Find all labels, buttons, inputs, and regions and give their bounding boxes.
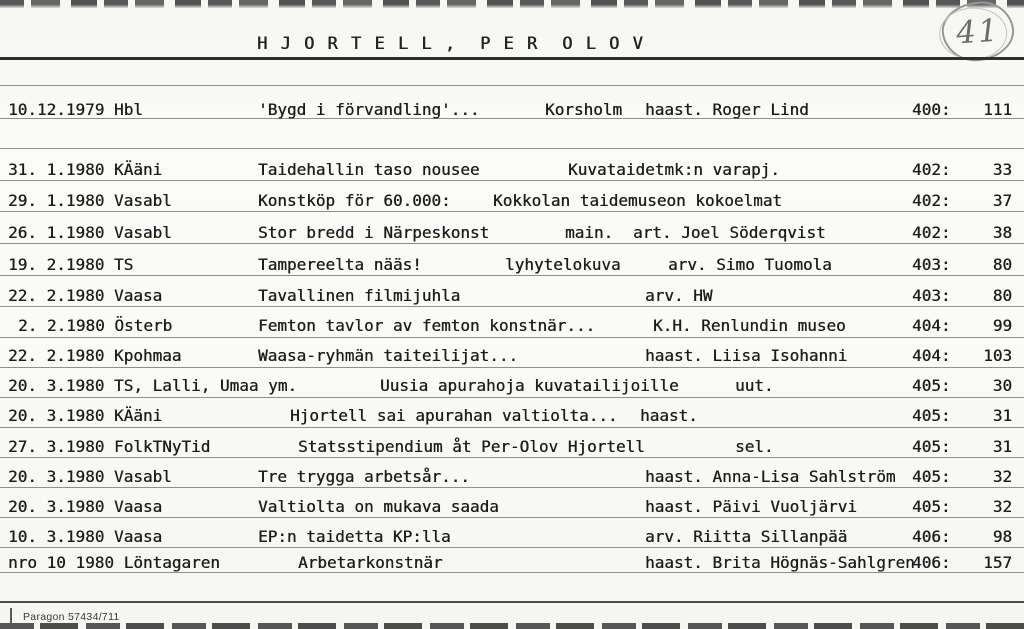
- entry-ref-volume: 402:: [912, 160, 951, 179]
- entry-ref-volume: 404:: [912, 316, 951, 335]
- entry-ref-page: 37: [992, 191, 1012, 210]
- entry-text: haast. Liisa Isohanni: [645, 346, 848, 365]
- ruled-line: [0, 337, 1024, 338]
- index-entry-row: [0, 467, 1024, 486]
- ruled-line: [0, 397, 1024, 398]
- entry-text: Valtiolta on mukava saada: [258, 497, 499, 516]
- ruled-line: [0, 547, 1024, 548]
- entry-date-source: 20. 3.1980 TS, Lalli, Umaa ym.: [8, 376, 297, 395]
- entry-text: haast. Brita Högnäs-Sahlgren: [645, 553, 915, 572]
- index-entry-row: [0, 406, 1024, 425]
- ruled-line: [0, 243, 1024, 244]
- entry-text: haast. Roger Lind: [645, 100, 809, 119]
- entry-date-source: 26. 1.1980 Vasabl: [8, 223, 172, 242]
- entry-text: Femton tavlor av femton konstnär...: [258, 316, 596, 335]
- entry-ref-page: 32: [992, 497, 1012, 516]
- entry-text: Stor bredd i Närpeskonst: [258, 223, 490, 242]
- index-entry-row: [0, 191, 1024, 210]
- entry-ref-page: 32: [992, 467, 1012, 486]
- entry-text: arv. Riitta Sillanpää: [645, 527, 848, 546]
- entry-text: Tavallinen filmijuhla: [258, 286, 461, 305]
- entry-text: Waasa-ryhmän taiteilijat...: [258, 346, 519, 365]
- entry-text: EP:n taidetta KP:lla: [258, 527, 451, 546]
- entry-ref-volume: 402:: [912, 191, 951, 210]
- entry-date-source: 29. 1.1980 Vasabl: [8, 191, 172, 210]
- entry-text: Statsstipendium åt Per-Olov Hjortell: [298, 437, 645, 456]
- ruled-line: [0, 306, 1024, 307]
- ruled-line: [0, 427, 1024, 428]
- ruled-line: [0, 572, 1024, 573]
- entry-text: haast.: [640, 406, 698, 425]
- entry-ref-volume: 404:: [912, 346, 951, 365]
- entry-text: Uusia apurahoja kuvatailijoille: [380, 376, 679, 395]
- page-number: 41: [955, 12, 1001, 51]
- entry-date-source: 10. 3.1980 Vaasa: [8, 527, 163, 546]
- entry-date-source: 27. 3.1980 FolkTNyTid: [8, 437, 211, 456]
- entry-text: Tre trygga arbetsår...: [258, 467, 470, 486]
- entry-ref-page: 157: [983, 553, 1012, 572]
- document-title: H J O R T E L L , P E R O L O V: [257, 34, 645, 54]
- entry-date-source: nro 10 1980 Löntagaren: [8, 553, 220, 572]
- entry-ref-volume: 405:: [912, 406, 951, 425]
- index-entry-row: [0, 223, 1024, 242]
- ruled-line: [0, 180, 1024, 181]
- entry-ref-volume: 400:: [912, 100, 951, 119]
- entry-date-source: 31. 1.1980 KÄäni: [8, 160, 163, 179]
- entry-ref-page: 38: [992, 223, 1012, 242]
- entry-text: Tampereelta nääs!: [258, 255, 422, 274]
- entry-date-source: 20. 3.1980 Vaasa: [8, 497, 163, 516]
- ruled-line: [0, 85, 1024, 86]
- index-entry-row: [0, 316, 1024, 335]
- entry-date-source: 10.12.1979 Hbl: [8, 100, 143, 119]
- entry-text: haast. Päivi Vuoljärvi: [645, 497, 857, 516]
- entry-text: uut.: [735, 376, 774, 395]
- entry-text: Kokkolan taidemuseon kokoelmat: [493, 191, 782, 210]
- entry-ref-page: 31: [992, 406, 1012, 425]
- entry-text: K.H. Renlundin museo: [653, 316, 846, 335]
- entry-ref-volume: 406:: [912, 553, 951, 572]
- entry-text: lyhytelokuva: [505, 255, 621, 274]
- entry-text: Taidehallin taso nousee: [258, 160, 480, 179]
- entry-text: Konstköp för 60.000:: [258, 191, 451, 210]
- entry-ref-page: 111: [983, 100, 1012, 119]
- footer-imprint: Paragon 57434/711: [23, 611, 120, 623]
- ruled-line: [0, 275, 1024, 276]
- entry-ref-volume: 405:: [912, 437, 951, 456]
- entry-text: 'Bygd i förvandling'...: [258, 100, 480, 119]
- entry-ref-page: 98: [992, 527, 1012, 546]
- entry-ref-page: 80: [992, 255, 1012, 274]
- index-entry-row: [0, 286, 1024, 305]
- ruled-line: [0, 457, 1024, 458]
- entry-text: art. Joel Söderqvist: [633, 223, 826, 242]
- entry-text: Kuvataidetmk:n varapj.: [568, 160, 780, 179]
- scan-artifact-top: [0, 0, 1024, 8]
- ruled-line: [0, 211, 1024, 212]
- entry-text: arv. HW: [645, 286, 713, 305]
- entry-ref-volume: 403:: [912, 255, 951, 274]
- index-entry-row: [0, 346, 1024, 365]
- index-entry-row: [0, 437, 1024, 456]
- entry-ref-volume: 406:: [912, 527, 951, 546]
- entry-ref-volume: 405:: [912, 467, 951, 486]
- ruled-line: [0, 367, 1024, 368]
- entry-ref-volume: 405:: [912, 376, 951, 395]
- entry-ref-page: 33: [992, 160, 1012, 179]
- entry-ref-page: 99: [992, 316, 1012, 335]
- index-entry-row: [0, 160, 1024, 179]
- entry-date-source: 19. 2.1980 TS: [8, 255, 134, 274]
- entry-date-source: 22. 2.1980 Vaasa: [8, 286, 163, 305]
- scan-artifact-bottom: [0, 623, 1024, 629]
- entry-text: Hjortell sai apurahan valtiolta...: [290, 406, 618, 425]
- index-entry-row: [0, 497, 1024, 516]
- entry-ref-page: 31: [992, 437, 1012, 456]
- entry-ref-volume: 403:: [912, 286, 951, 305]
- entry-text: Arbetarkonstnär: [298, 553, 443, 572]
- index-entry-row: [0, 255, 1024, 274]
- entry-ref-page: 80: [992, 286, 1012, 305]
- entry-text: Korsholm: [545, 100, 623, 119]
- entry-date-source: 2. 2.1980 Österb: [18, 316, 173, 335]
- ruled-line: [0, 57, 1024, 60]
- ruled-line: [0, 601, 1024, 603]
- entry-ref-volume: 405:: [912, 497, 951, 516]
- entry-text: main.: [565, 223, 614, 242]
- entry-text: arv. Simo Tuomola: [668, 255, 832, 274]
- entry-date-source: 20. 3.1980 KÄäni: [8, 406, 163, 425]
- entry-ref-page: 30: [992, 376, 1012, 395]
- entry-date-source: 22. 2.1980 Kpohmaa: [8, 346, 182, 365]
- index-entry-row: [0, 553, 1024, 572]
- entry-ref-page: 103: [983, 346, 1012, 365]
- footer-tick-mark: [10, 608, 12, 623]
- entry-date-source: 20. 3.1980 Vasabl: [8, 467, 172, 486]
- page-number-circle: [939, 0, 1018, 65]
- ruled-line: [0, 148, 1024, 149]
- index-entry-row: [0, 100, 1024, 119]
- entry-text: haast. Anna-Lisa Sahlström: [645, 467, 896, 486]
- index-entry-row: [0, 527, 1024, 546]
- index-entry-row: [0, 376, 1024, 395]
- entry-text: sel.: [735, 437, 774, 456]
- ruled-line: [0, 487, 1024, 488]
- entry-ref-volume: 402:: [912, 223, 951, 242]
- ruled-line: [0, 517, 1024, 518]
